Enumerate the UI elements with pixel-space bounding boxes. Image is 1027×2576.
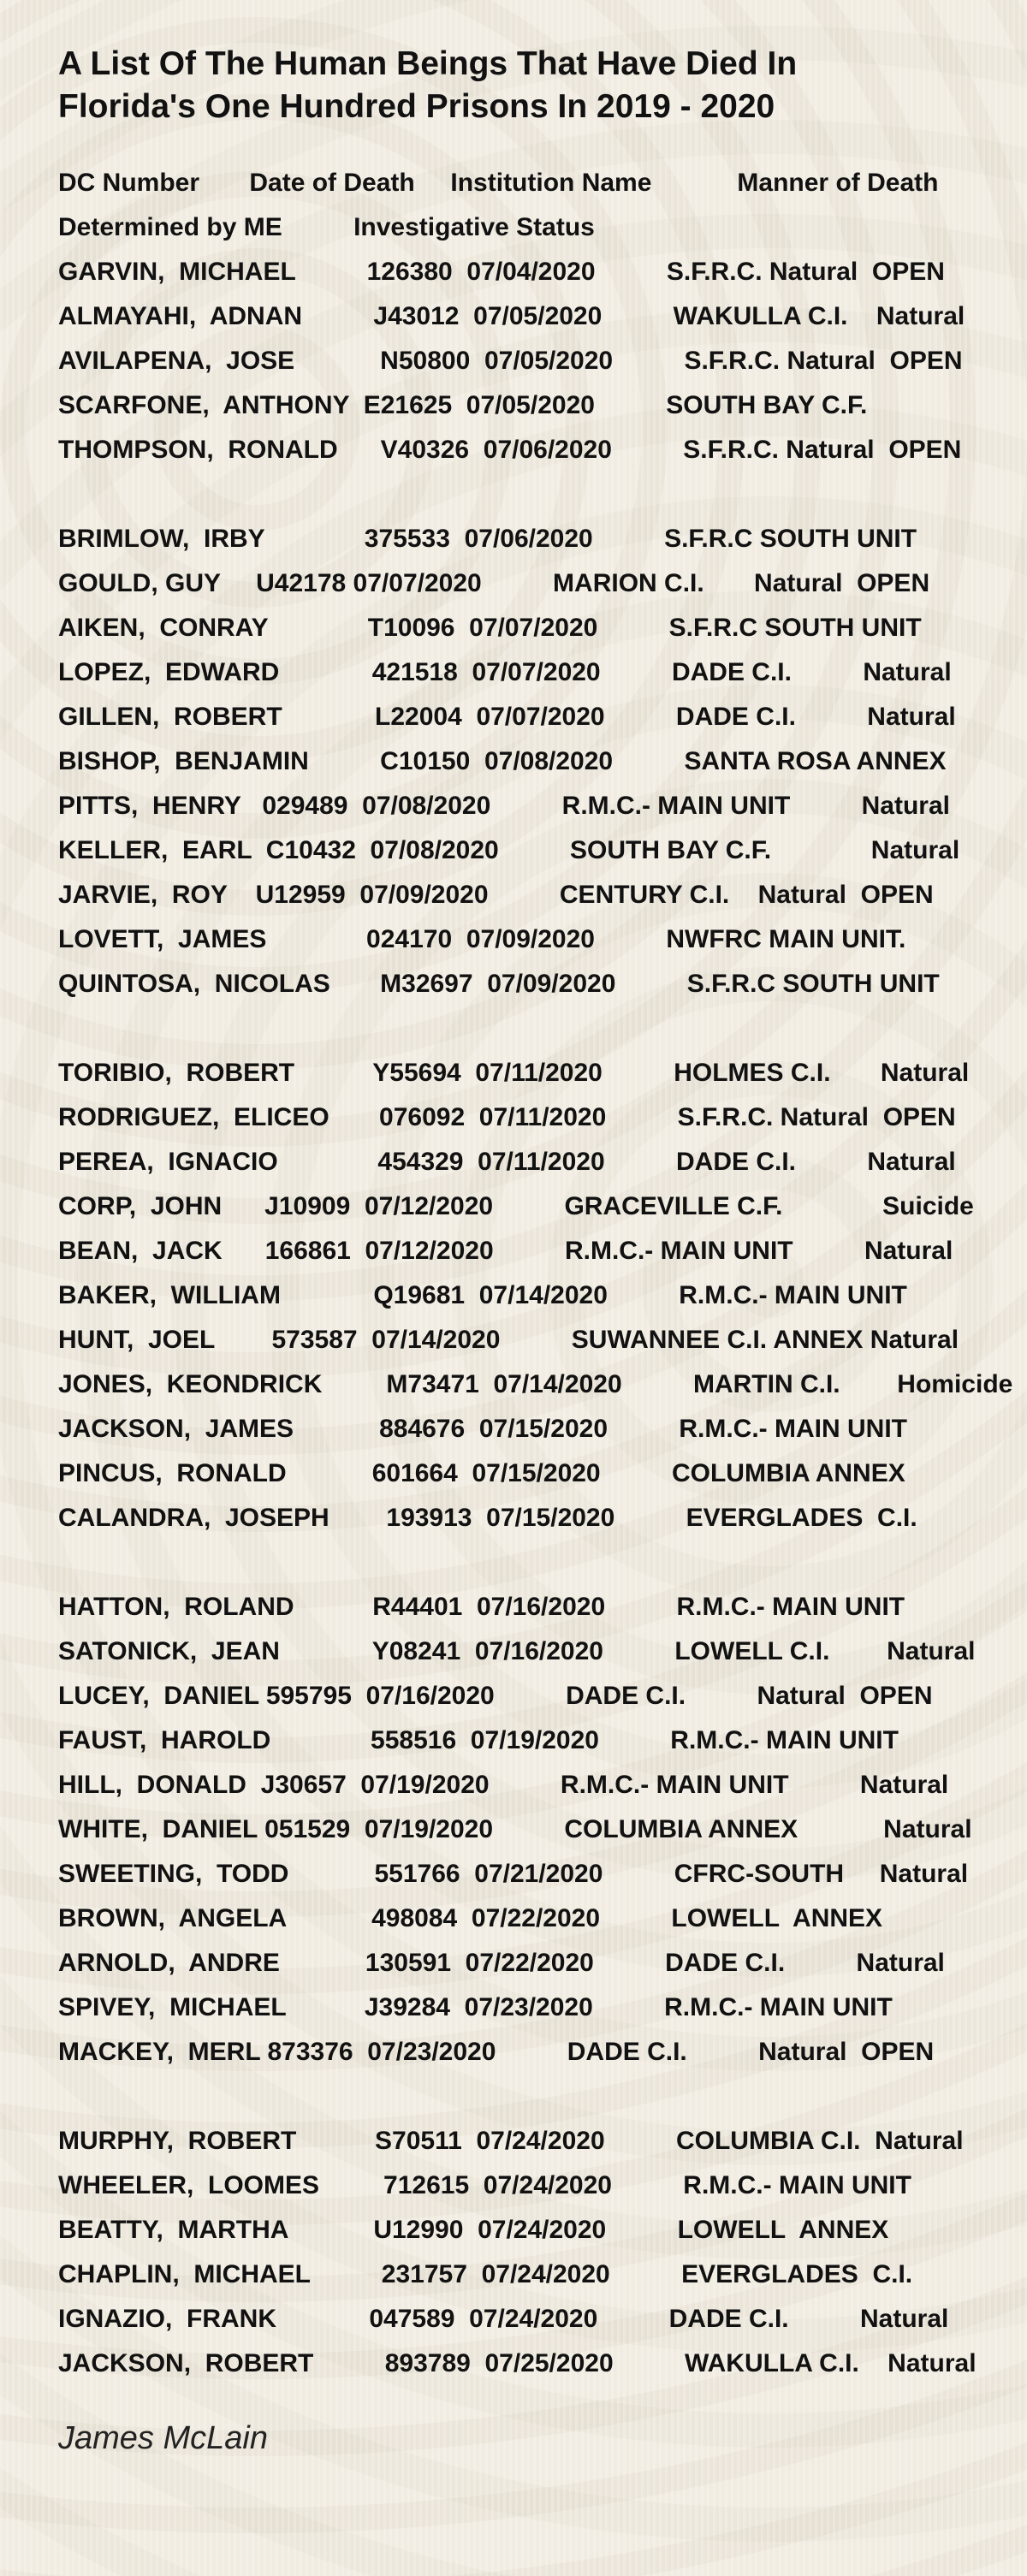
record-line: JARVIE, ROY U12959 07/09/2020 CENTURY C.I. Natural OPEN (58, 881, 934, 909)
record-line: ALMAYAHI, ADNAN J43012 07/05/2020 WAKULLA C.I. Natural (58, 302, 965, 330)
death-records-list (58, 250, 1027, 2386)
record-line: CALANDRA, JOSEPH 193913 07/15/2020 EVERGLADES C.I. (58, 1504, 917, 1532)
record-line: SPIVEY, MICHAEL J39284 07/23/2020 R.M.C.- MAIN UNIT (58, 1993, 893, 2021)
record-line: BROWN, ANGELA 498084 07/22/2020 LOWELL ANNEX (58, 1904, 883, 1932)
record-line: JACKSON, ROBERT 893789 07/25/2020 WAKULLA C.I. Natural (58, 2349, 977, 2377)
column-header (58, 161, 1027, 250)
record-line: PEREA, IGNACIO 454329 07/11/2020 DADE C.I. Natural (58, 1148, 956, 1176)
record-line: GARVIN, MICHAEL 126380 07/04/2020 S.F.R.C. Natural OPEN (58, 258, 945, 286)
record-line: BRIMLOW, IRBY 375533 07/06/2020 S.F.R.C SOUTH UNIT (58, 525, 917, 553)
record-line: HILL, DONALD J30657 07/19/2020 R.M.C.- MAIN UNIT Natural (58, 1771, 949, 1799)
record-line: SWEETING, TODD 551766 07/21/2020 CFRC-SOUTH Natural (58, 1860, 969, 1888)
document-page (58, 43, 1027, 2576)
record-line: WHEELER, LOOMES 712615 07/24/2020 R.M.C.- MAIN UNIT (58, 2171, 911, 2199)
record-line: PINCUS, RONALD 601664 07/15/2020 COLUMBIA ANNEX (58, 1459, 905, 1487)
group-spacer (58, 1540, 1027, 1585)
record-line: HUNT, JOEL 573587 07/14/2020 SUWANNEE C.I. ANNEX Natural (58, 1326, 959, 1354)
record-line: CORP, JOHN J10909 07/12/2020 GRACEVILLE C.F. Suicide (58, 1192, 974, 1220)
record-line: BAKER, WILLIAM Q19681 07/14/2020 R.M.C.- MAIN UNIT (58, 1281, 907, 1309)
record-line: AIKEN, CONRAY T10096 07/07/2020 S.F.R.C SOUTH UNIT (58, 614, 922, 642)
record-line: BEATTY, MARTHA U12990 07/24/2020 LOWELL ANNEX (58, 2216, 889, 2244)
record-line: JONES, KEONDRICK M73471 07/14/2020 MARTIN C.I. Homicide (58, 1370, 1013, 1398)
record-line: GILLEN, ROBERT L22004 07/07/2020 DADE C.I. Natural (58, 703, 956, 731)
record-line: PITTS, HENRY 029489 07/08/2020 R.M.C.- MAIN UNIT Natural (58, 792, 950, 820)
author-signature: James McLain (58, 2420, 268, 2456)
record-line: CHAPLIN, MICHAEL 231757 07/24/2020 EVERGLADES C.I. (58, 2260, 913, 2288)
record-line: FAUST, HAROLD 558516 07/19/2020 R.M.C.- MAIN UNIT (58, 1726, 899, 1754)
record-line: HATTON, ROLAND R44401 07/16/2020 R.M.C.- MAIN UNIT (58, 1593, 905, 1621)
record-line: LUCEY, DANIEL 595795 07/16/2020 DADE C.I. Natural OPEN (58, 1682, 933, 1710)
record-line: ARNOLD, ANDRE 130591 07/22/2020 DADE C.I. Natural (58, 1949, 945, 1977)
record-line: MURPHY, ROBERT S70511 07/24/2020 COLUMBIA C.I. Natural (58, 2127, 964, 2155)
record-line: AVILAPENA, JOSE N50800 07/05/2020 S.F.R.C. Natural OPEN (58, 347, 963, 375)
record-line: JACKSON, JAMES 884676 07/15/2020 R.M.C.- MAIN UNIT (58, 1415, 907, 1443)
record-line: BISHOP, BENJAMIN C10150 07/08/2020 SANTA ROSA ANNEX (58, 747, 947, 775)
record-line: WHITE, DANIEL 051529 07/19/2020 COLUMBIA ANNEX Natural (58, 1815, 972, 1843)
record-line: TORIBIO, ROBERT Y55694 07/11/2020 HOLMES C.I. Natural (58, 1059, 970, 1087)
group-spacer (58, 1006, 1027, 1051)
page-title: A List Of The Human Beings That Have Died In Florida's One Hundred Prisons In 2019 - 2020 (58, 45, 798, 125)
record-line: RODRIGUEZ, ELICEO 076092 07/11/2020 S.F.R.C. Natural OPEN (58, 1103, 956, 1131)
record-line: THOMPSON, RONALD V40326 07/06/2020 S.F.R.C. Natural OPEN (58, 436, 962, 464)
record-line: MACKEY, MERL 873376 07/23/2020 DADE C.I. Natural OPEN (58, 2038, 935, 2066)
record-line: QUINTOSA, NICOLAS M32697 07/09/2020 S.F.R.C SOUTH UNIT (58, 970, 940, 998)
record-line: LOVETT, JAMES 024170 07/09/2020 NWFRC MAIN UNIT. (58, 925, 906, 953)
record-line: GOULD, GUY U42178 07/07/2020 MARION C.I. Natural OPEN (58, 569, 930, 597)
group-spacer (58, 472, 1027, 517)
record-line: SCARFONE, ANTHONY E21625 07/05/2020 SOUTH BAY C.F. (58, 391, 868, 419)
header-line: DC Number Date of Death Institution Name Manner of Death (58, 169, 939, 197)
record-line: KELLER, EARL C10432 07/08/2020 SOUTH BAY C.F. Natural (58, 836, 960, 864)
group-spacer (58, 2074, 1027, 2119)
header-line: Determined by ME Investigative Status (58, 213, 595, 241)
record-line: IGNAZIO, FRANK 047589 07/24/2020 DADE C.I. Natural (58, 2305, 949, 2333)
record-line: SATONICK, JEAN Y08241 07/16/2020 LOWELL C.I. Natural (58, 1637, 976, 1665)
record-line: LOPEZ, EDWARD 421518 07/07/2020 DADE C.I. Natural (58, 658, 952, 686)
record-line: BEAN, JACK 166861 07/12/2020 R.M.C.- MAIN UNIT Natural (58, 1237, 953, 1265)
